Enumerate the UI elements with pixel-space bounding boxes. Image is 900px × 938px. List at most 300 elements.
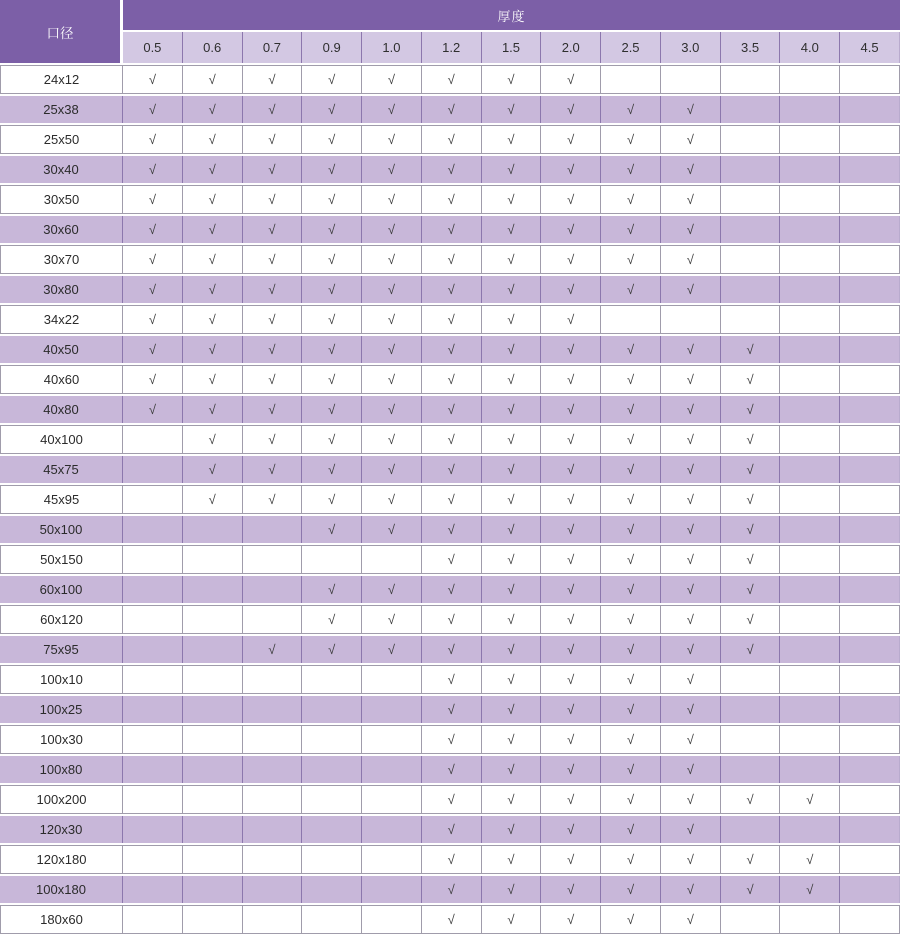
check-cell: √ [123, 185, 183, 214]
size-label: 75x95 [0, 636, 123, 663]
empty-cell [123, 485, 183, 514]
check-cell: √ [601, 365, 661, 394]
size-label: 34x22 [0, 305, 123, 334]
table-row-30x60 [0, 216, 900, 243]
check-cell: √ [661, 216, 721, 243]
check-cell: √ [541, 485, 601, 514]
empty-cell [183, 665, 243, 694]
empty-cell [302, 785, 362, 814]
thickness-column-header-0.9: 0.9 [302, 32, 362, 63]
empty-cell [123, 576, 183, 603]
check-cell: √ [661, 516, 721, 543]
check-cell: √ [661, 576, 721, 603]
empty-cell [302, 905, 362, 934]
check-cell: √ [541, 305, 601, 334]
check-cell: √ [541, 216, 601, 243]
check-cell: √ [362, 576, 422, 603]
check-cell: √ [661, 276, 721, 303]
check-cell: √ [183, 216, 243, 243]
thickness-column-header-0.7: 0.7 [243, 32, 303, 63]
empty-cell [780, 125, 840, 154]
check-cell: √ [422, 516, 482, 543]
thickness-column-header-4.0: 4.0 [780, 32, 840, 63]
check-cell: √ [422, 65, 482, 94]
size-label: 60x120 [0, 605, 123, 634]
check-cell: √ [721, 336, 781, 363]
check-cell: √ [541, 425, 601, 454]
check-cell: √ [541, 516, 601, 543]
check-cell: √ [482, 276, 542, 303]
check-cell: √ [123, 96, 183, 123]
check-cell: √ [482, 545, 542, 574]
check-cell: √ [601, 785, 661, 814]
size-label: 100x180 [0, 876, 123, 903]
check-cell: √ [661, 665, 721, 694]
check-cell: √ [541, 396, 601, 423]
table-row-25x50 [0, 125, 900, 154]
check-cell: √ [422, 336, 482, 363]
check-cell: √ [302, 605, 362, 634]
check-cell: √ [482, 336, 542, 363]
check-cell: √ [422, 905, 482, 934]
empty-cell [183, 696, 243, 723]
empty-cell [183, 516, 243, 543]
empty-cell [362, 665, 422, 694]
thickness-column-header-3.5: 3.5 [721, 32, 781, 63]
corner-header-caliber: 口径 [0, 0, 123, 63]
check-cell: √ [362, 605, 422, 634]
empty-cell [840, 636, 900, 663]
check-cell: √ [243, 305, 303, 334]
check-cell: √ [661, 605, 721, 634]
check-cell: √ [661, 876, 721, 903]
table-row-25x38 [0, 96, 900, 123]
check-cell: √ [183, 65, 243, 94]
empty-cell [302, 756, 362, 783]
empty-cell [183, 845, 243, 874]
check-cell: √ [243, 65, 303, 94]
check-cell: √ [362, 305, 422, 334]
table-row-100x30 [0, 725, 900, 754]
thickness-header-row [0, 32, 900, 63]
check-cell: √ [422, 305, 482, 334]
empty-cell [840, 96, 900, 123]
check-cell: √ [482, 456, 542, 483]
check-cell: √ [601, 125, 661, 154]
check-cell: √ [362, 636, 422, 663]
empty-cell [840, 905, 900, 934]
thickness-column-header-1.0: 1.0 [362, 32, 422, 63]
check-cell: √ [302, 425, 362, 454]
check-cell: √ [123, 216, 183, 243]
check-cell: √ [482, 816, 542, 843]
empty-cell [780, 725, 840, 754]
check-cell: √ [661, 365, 721, 394]
check-cell: √ [302, 576, 362, 603]
check-cell: √ [661, 485, 721, 514]
empty-cell [362, 725, 422, 754]
table-row-60x120 [0, 605, 900, 634]
check-cell: √ [302, 245, 362, 274]
check-cell: √ [422, 845, 482, 874]
empty-cell [123, 665, 183, 694]
check-cell: √ [362, 156, 422, 183]
check-cell: √ [661, 545, 721, 574]
check-cell: √ [541, 185, 601, 214]
empty-cell [123, 516, 183, 543]
empty-cell [840, 305, 900, 334]
check-cell: √ [541, 245, 601, 274]
empty-cell [721, 185, 781, 214]
empty-cell [243, 876, 303, 903]
check-cell: √ [183, 96, 243, 123]
check-cell: √ [661, 725, 721, 754]
empty-cell [780, 276, 840, 303]
empty-cell [243, 845, 303, 874]
check-cell: √ [123, 365, 183, 394]
check-cell: √ [482, 305, 542, 334]
check-cell: √ [721, 485, 781, 514]
table-row-60x100 [0, 576, 900, 603]
empty-cell [243, 725, 303, 754]
check-cell: √ [302, 485, 362, 514]
check-cell: √ [302, 516, 362, 543]
table-row-30x80 [0, 276, 900, 303]
check-cell: √ [243, 485, 303, 514]
check-cell: √ [422, 756, 482, 783]
check-cell: √ [183, 396, 243, 423]
empty-cell [123, 785, 183, 814]
check-cell: √ [243, 396, 303, 423]
check-cell: √ [482, 636, 542, 663]
check-cell: √ [482, 725, 542, 754]
check-cell: √ [541, 665, 601, 694]
empty-cell [183, 756, 243, 783]
thickness-column-header-4.5: 4.5 [840, 32, 900, 63]
check-cell: √ [541, 365, 601, 394]
check-cell: √ [123, 276, 183, 303]
check-cell: √ [422, 456, 482, 483]
check-cell: √ [601, 725, 661, 754]
check-cell: √ [302, 305, 362, 334]
table-row-100x25 [0, 696, 900, 723]
empty-cell [780, 816, 840, 843]
check-cell: √ [482, 65, 542, 94]
check-cell: √ [362, 125, 422, 154]
empty-cell [302, 876, 362, 903]
empty-cell [362, 696, 422, 723]
check-cell: √ [243, 365, 303, 394]
check-cell: √ [541, 905, 601, 934]
check-cell: √ [661, 756, 721, 783]
thickness-column-header-3.0: 3.0 [661, 32, 721, 63]
check-cell: √ [541, 125, 601, 154]
check-cell: √ [482, 365, 542, 394]
check-cell: √ [541, 336, 601, 363]
empty-cell [840, 485, 900, 514]
empty-cell [183, 816, 243, 843]
size-label: 45x75 [0, 456, 123, 483]
table-body [0, 65, 900, 934]
check-cell: √ [601, 185, 661, 214]
check-cell: √ [601, 485, 661, 514]
empty-cell [123, 425, 183, 454]
check-cell: √ [721, 456, 781, 483]
check-cell: √ [661, 96, 721, 123]
check-cell: √ [541, 636, 601, 663]
empty-cell [840, 245, 900, 274]
check-cell: √ [601, 156, 661, 183]
check-cell: √ [661, 245, 721, 274]
check-cell: √ [422, 425, 482, 454]
size-label: 100x25 [0, 696, 123, 723]
check-cell: √ [362, 396, 422, 423]
empty-cell [840, 456, 900, 483]
check-cell: √ [601, 905, 661, 934]
check-cell: √ [541, 816, 601, 843]
table-row-34x22 [0, 305, 900, 334]
check-cell: √ [422, 365, 482, 394]
thickness-column-header-0.6: 0.6 [183, 32, 243, 63]
empty-cell [362, 756, 422, 783]
empty-cell [780, 65, 840, 94]
check-cell: √ [362, 456, 422, 483]
empty-cell [243, 785, 303, 814]
empty-cell [840, 65, 900, 94]
check-cell: √ [302, 65, 362, 94]
check-cell: √ [721, 636, 781, 663]
thickness-column-header-2.0: 2.0 [541, 32, 601, 63]
size-label: 50x100 [0, 516, 123, 543]
empty-cell [123, 605, 183, 634]
check-cell: √ [243, 156, 303, 183]
empty-cell [780, 245, 840, 274]
check-cell: √ [243, 425, 303, 454]
check-cell: √ [422, 696, 482, 723]
empty-cell [721, 756, 781, 783]
check-cell: √ [541, 276, 601, 303]
check-cell: √ [661, 816, 721, 843]
check-cell: √ [183, 365, 243, 394]
empty-cell [721, 156, 781, 183]
empty-cell [721, 96, 781, 123]
table-row-45x95 [0, 485, 900, 514]
check-cell: √ [601, 636, 661, 663]
empty-cell [123, 816, 183, 843]
empty-cell [840, 725, 900, 754]
table-row-100x10 [0, 665, 900, 694]
empty-cell [661, 65, 721, 94]
check-cell: √ [541, 545, 601, 574]
empty-cell [840, 756, 900, 783]
check-cell: √ [302, 156, 362, 183]
empty-cell [123, 845, 183, 874]
empty-cell [243, 516, 303, 543]
empty-cell [721, 276, 781, 303]
check-cell: √ [302, 125, 362, 154]
check-cell: √ [601, 216, 661, 243]
empty-cell [780, 396, 840, 423]
size-label: 30x50 [0, 185, 123, 214]
check-cell: √ [183, 485, 243, 514]
size-label: 100x30 [0, 725, 123, 754]
check-cell: √ [362, 216, 422, 243]
size-label: 25x50 [0, 125, 123, 154]
check-cell: √ [482, 665, 542, 694]
empty-cell [780, 516, 840, 543]
empty-cell [721, 725, 781, 754]
empty-cell [721, 816, 781, 843]
table-row-100x80 [0, 756, 900, 783]
check-cell: √ [302, 185, 362, 214]
empty-cell [780, 905, 840, 934]
empty-cell [302, 696, 362, 723]
check-cell: √ [243, 276, 303, 303]
check-cell: √ [780, 876, 840, 903]
thickness-column-header-2.5: 2.5 [601, 32, 661, 63]
empty-cell [243, 696, 303, 723]
empty-cell [780, 185, 840, 214]
check-cell: √ [541, 96, 601, 123]
empty-cell [183, 785, 243, 814]
size-label: 100x80 [0, 756, 123, 783]
size-label: 30x80 [0, 276, 123, 303]
check-cell: √ [661, 845, 721, 874]
check-cell: √ [601, 245, 661, 274]
table-row-120x180 [0, 845, 900, 874]
check-cell: √ [661, 636, 721, 663]
check-cell: √ [601, 696, 661, 723]
check-cell: √ [661, 125, 721, 154]
check-cell: √ [601, 816, 661, 843]
check-cell: √ [422, 605, 482, 634]
check-cell: √ [362, 485, 422, 514]
size-label: 120x30 [0, 816, 123, 843]
empty-cell [362, 816, 422, 843]
empty-cell [302, 845, 362, 874]
check-cell: √ [721, 576, 781, 603]
check-cell: √ [661, 425, 721, 454]
check-cell: √ [482, 185, 542, 214]
check-cell: √ [183, 156, 243, 183]
size-label: 100x200 [0, 785, 123, 814]
size-label: 40x60 [0, 365, 123, 394]
empty-cell [780, 336, 840, 363]
check-cell: √ [362, 245, 422, 274]
group-header-row [0, 0, 900, 30]
empty-cell [362, 845, 422, 874]
check-cell: √ [721, 425, 781, 454]
empty-cell [780, 665, 840, 694]
empty-cell [780, 456, 840, 483]
check-cell: √ [482, 96, 542, 123]
empty-cell [123, 876, 183, 903]
empty-cell [302, 816, 362, 843]
group-header-thickness: 厚度 [123, 0, 900, 30]
check-cell: √ [183, 276, 243, 303]
empty-cell [840, 156, 900, 183]
check-cell: √ [482, 785, 542, 814]
check-cell: √ [482, 425, 542, 454]
check-cell: √ [123, 156, 183, 183]
empty-cell [243, 756, 303, 783]
empty-cell [780, 545, 840, 574]
check-cell: √ [721, 845, 781, 874]
check-cell: √ [601, 756, 661, 783]
size-label: 40x80 [0, 396, 123, 423]
size-label: 25x38 [0, 96, 123, 123]
empty-cell [123, 456, 183, 483]
size-label: 30x40 [0, 156, 123, 183]
check-cell: √ [482, 125, 542, 154]
size-label: 100x10 [0, 665, 123, 694]
check-cell: √ [482, 845, 542, 874]
check-cell: √ [183, 125, 243, 154]
check-cell: √ [422, 665, 482, 694]
size-label: 180x60 [0, 905, 123, 934]
table-row-40x100 [0, 425, 900, 454]
empty-cell [183, 545, 243, 574]
check-cell: √ [541, 696, 601, 723]
check-cell: √ [362, 185, 422, 214]
check-cell: √ [422, 396, 482, 423]
check-cell: √ [541, 725, 601, 754]
empty-cell [302, 665, 362, 694]
check-cell: √ [541, 845, 601, 874]
check-cell: √ [183, 336, 243, 363]
empty-cell [840, 845, 900, 874]
check-cell: √ [422, 276, 482, 303]
size-label: 40x50 [0, 336, 123, 363]
empty-cell [721, 245, 781, 274]
check-cell: √ [183, 425, 243, 454]
check-cell: √ [362, 425, 422, 454]
check-cell: √ [123, 245, 183, 274]
table-row-50x150 [0, 545, 900, 574]
check-cell: √ [601, 425, 661, 454]
check-cell: √ [482, 576, 542, 603]
check-cell: √ [243, 125, 303, 154]
check-cell: √ [721, 785, 781, 814]
empty-cell [183, 605, 243, 634]
empty-cell [243, 545, 303, 574]
empty-cell [780, 305, 840, 334]
check-cell: √ [302, 96, 362, 123]
check-cell: √ [422, 245, 482, 274]
check-cell: √ [601, 605, 661, 634]
empty-cell [601, 305, 661, 334]
check-cell: √ [422, 816, 482, 843]
check-cell: √ [302, 365, 362, 394]
check-cell: √ [482, 756, 542, 783]
check-cell: √ [721, 365, 781, 394]
check-cell: √ [302, 456, 362, 483]
empty-cell [780, 696, 840, 723]
check-cell: √ [601, 456, 661, 483]
check-cell: √ [541, 605, 601, 634]
check-cell: √ [482, 876, 542, 903]
check-cell: √ [482, 156, 542, 183]
empty-cell [362, 905, 422, 934]
check-cell: √ [721, 516, 781, 543]
empty-cell [840, 365, 900, 394]
check-cell: √ [721, 605, 781, 634]
empty-cell [721, 216, 781, 243]
empty-cell [840, 576, 900, 603]
empty-cell [780, 365, 840, 394]
check-cell: √ [780, 845, 840, 874]
empty-cell [721, 665, 781, 694]
